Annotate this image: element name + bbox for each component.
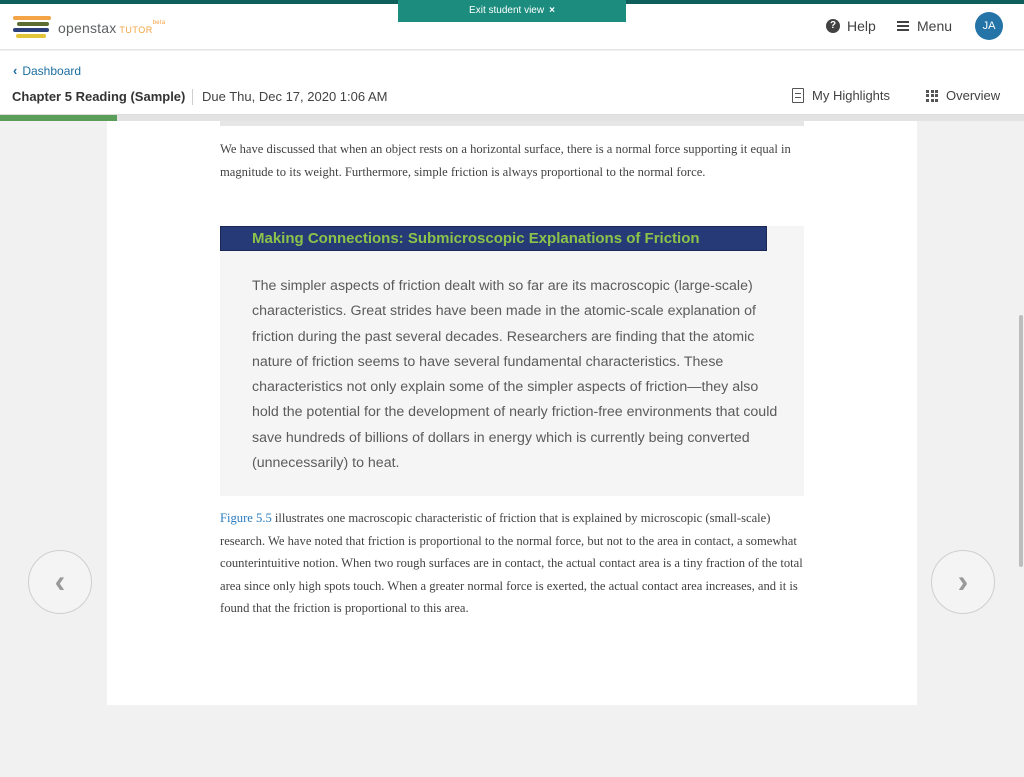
menu-label: Menu <box>917 18 953 34</box>
scrollbar[interactable] <box>1019 315 1023 567</box>
brand-tutor: TUTOR <box>119 25 153 35</box>
notebook-icon <box>792 88 804 103</box>
task-title: Chapter 5 Reading (Sample) <box>12 89 186 104</box>
help-label: Help <box>847 18 876 34</box>
chevron-left-icon: ‹ <box>54 563 66 599</box>
task-header <box>0 51 1024 115</box>
help-button[interactable] <box>826 18 876 34</box>
title-divider <box>192 89 193 105</box>
grid-icon <box>926 90 938 102</box>
brand-beta: beta <box>152 20 166 26</box>
figure-link[interactable]: Figure 5.5 <box>220 511 272 525</box>
overview-label: Overview <box>946 88 1001 103</box>
reading-panel <box>107 121 917 705</box>
exit-student-view-button[interactable] <box>398 0 626 22</box>
content-top-rule <box>220 121 804 126</box>
user-avatar[interactable]: JA <box>975 12 1003 40</box>
exit-student-view-label: Exit student view <box>469 5 545 16</box>
dashboard-label: Dashboard <box>22 63 82 78</box>
menu-button[interactable] <box>897 18 952 34</box>
previous-step-button[interactable] <box>28 550 92 614</box>
due-date: Due Thu, Dec 17, 2020 1:06 AM <box>202 89 388 104</box>
next-step-button[interactable] <box>931 550 995 614</box>
close-icon: × <box>549 5 555 16</box>
paragraph-figure <box>220 507 810 620</box>
chevron-right-icon: › <box>957 563 969 599</box>
reading-progress-fill <box>0 115 117 121</box>
brand-openstax: openstax <box>58 20 117 36</box>
overview-button[interactable] <box>926 88 1000 103</box>
feature-title: Making Connections: Submicroscopic Explanations of Friction <box>220 226 767 251</box>
dashboard-link[interactable] <box>13 63 81 78</box>
feature-body: The simpler aspects of friction dealt with so far are its macroscopic (large-scale) characteristics. Great strides have been made in the atomic-scale explanation of friction during the past several decades. Researchers are finding that the atomic nature of friction seems to have several fundamental characteristics. These characteristics not only explain some of the simpler aspects of friction—they also hold the potential for the development of nearly friction-free environments that could save hundreds of billions of dollars in energy which is currently being converted (unnecessarily) to heat. <box>252 278 778 472</box>
openstax-logo-icon[interactable] <box>13 15 53 41</box>
paragraph-figure-text: illustrates one macroscopic characteristic of friction that is explained by microscopic (small-scale) research. We have noted that friction is proportional to the normal force, but not to the area in contact, a somewhat counterintuitive notion. When two rough surfaces are in contact, the actual contact area is a tiny fraction of the total area since only high spots touch. When a greater normal force is exerted, the actual contact area increases, and it is found that the friction is proportional to this area. <box>220 511 803 616</box>
making-connections-box <box>220 226 804 496</box>
my-highlights-button[interactable] <box>792 88 890 103</box>
hamburger-icon <box>897 21 909 31</box>
chevron-left-icon: ‹ <box>13 63 18 78</box>
paragraph-normal-force: We have discussed that when an object rests on a horizontal surface, there is a normal force supporting it equal in magnitude to its weight. Furthermore, simple friction is always proportional to the normal force. <box>220 142 791 179</box>
brand-name[interactable] <box>58 20 165 36</box>
help-icon: ? <box>826 19 840 33</box>
my-highlights-label: My Highlights <box>812 88 891 103</box>
